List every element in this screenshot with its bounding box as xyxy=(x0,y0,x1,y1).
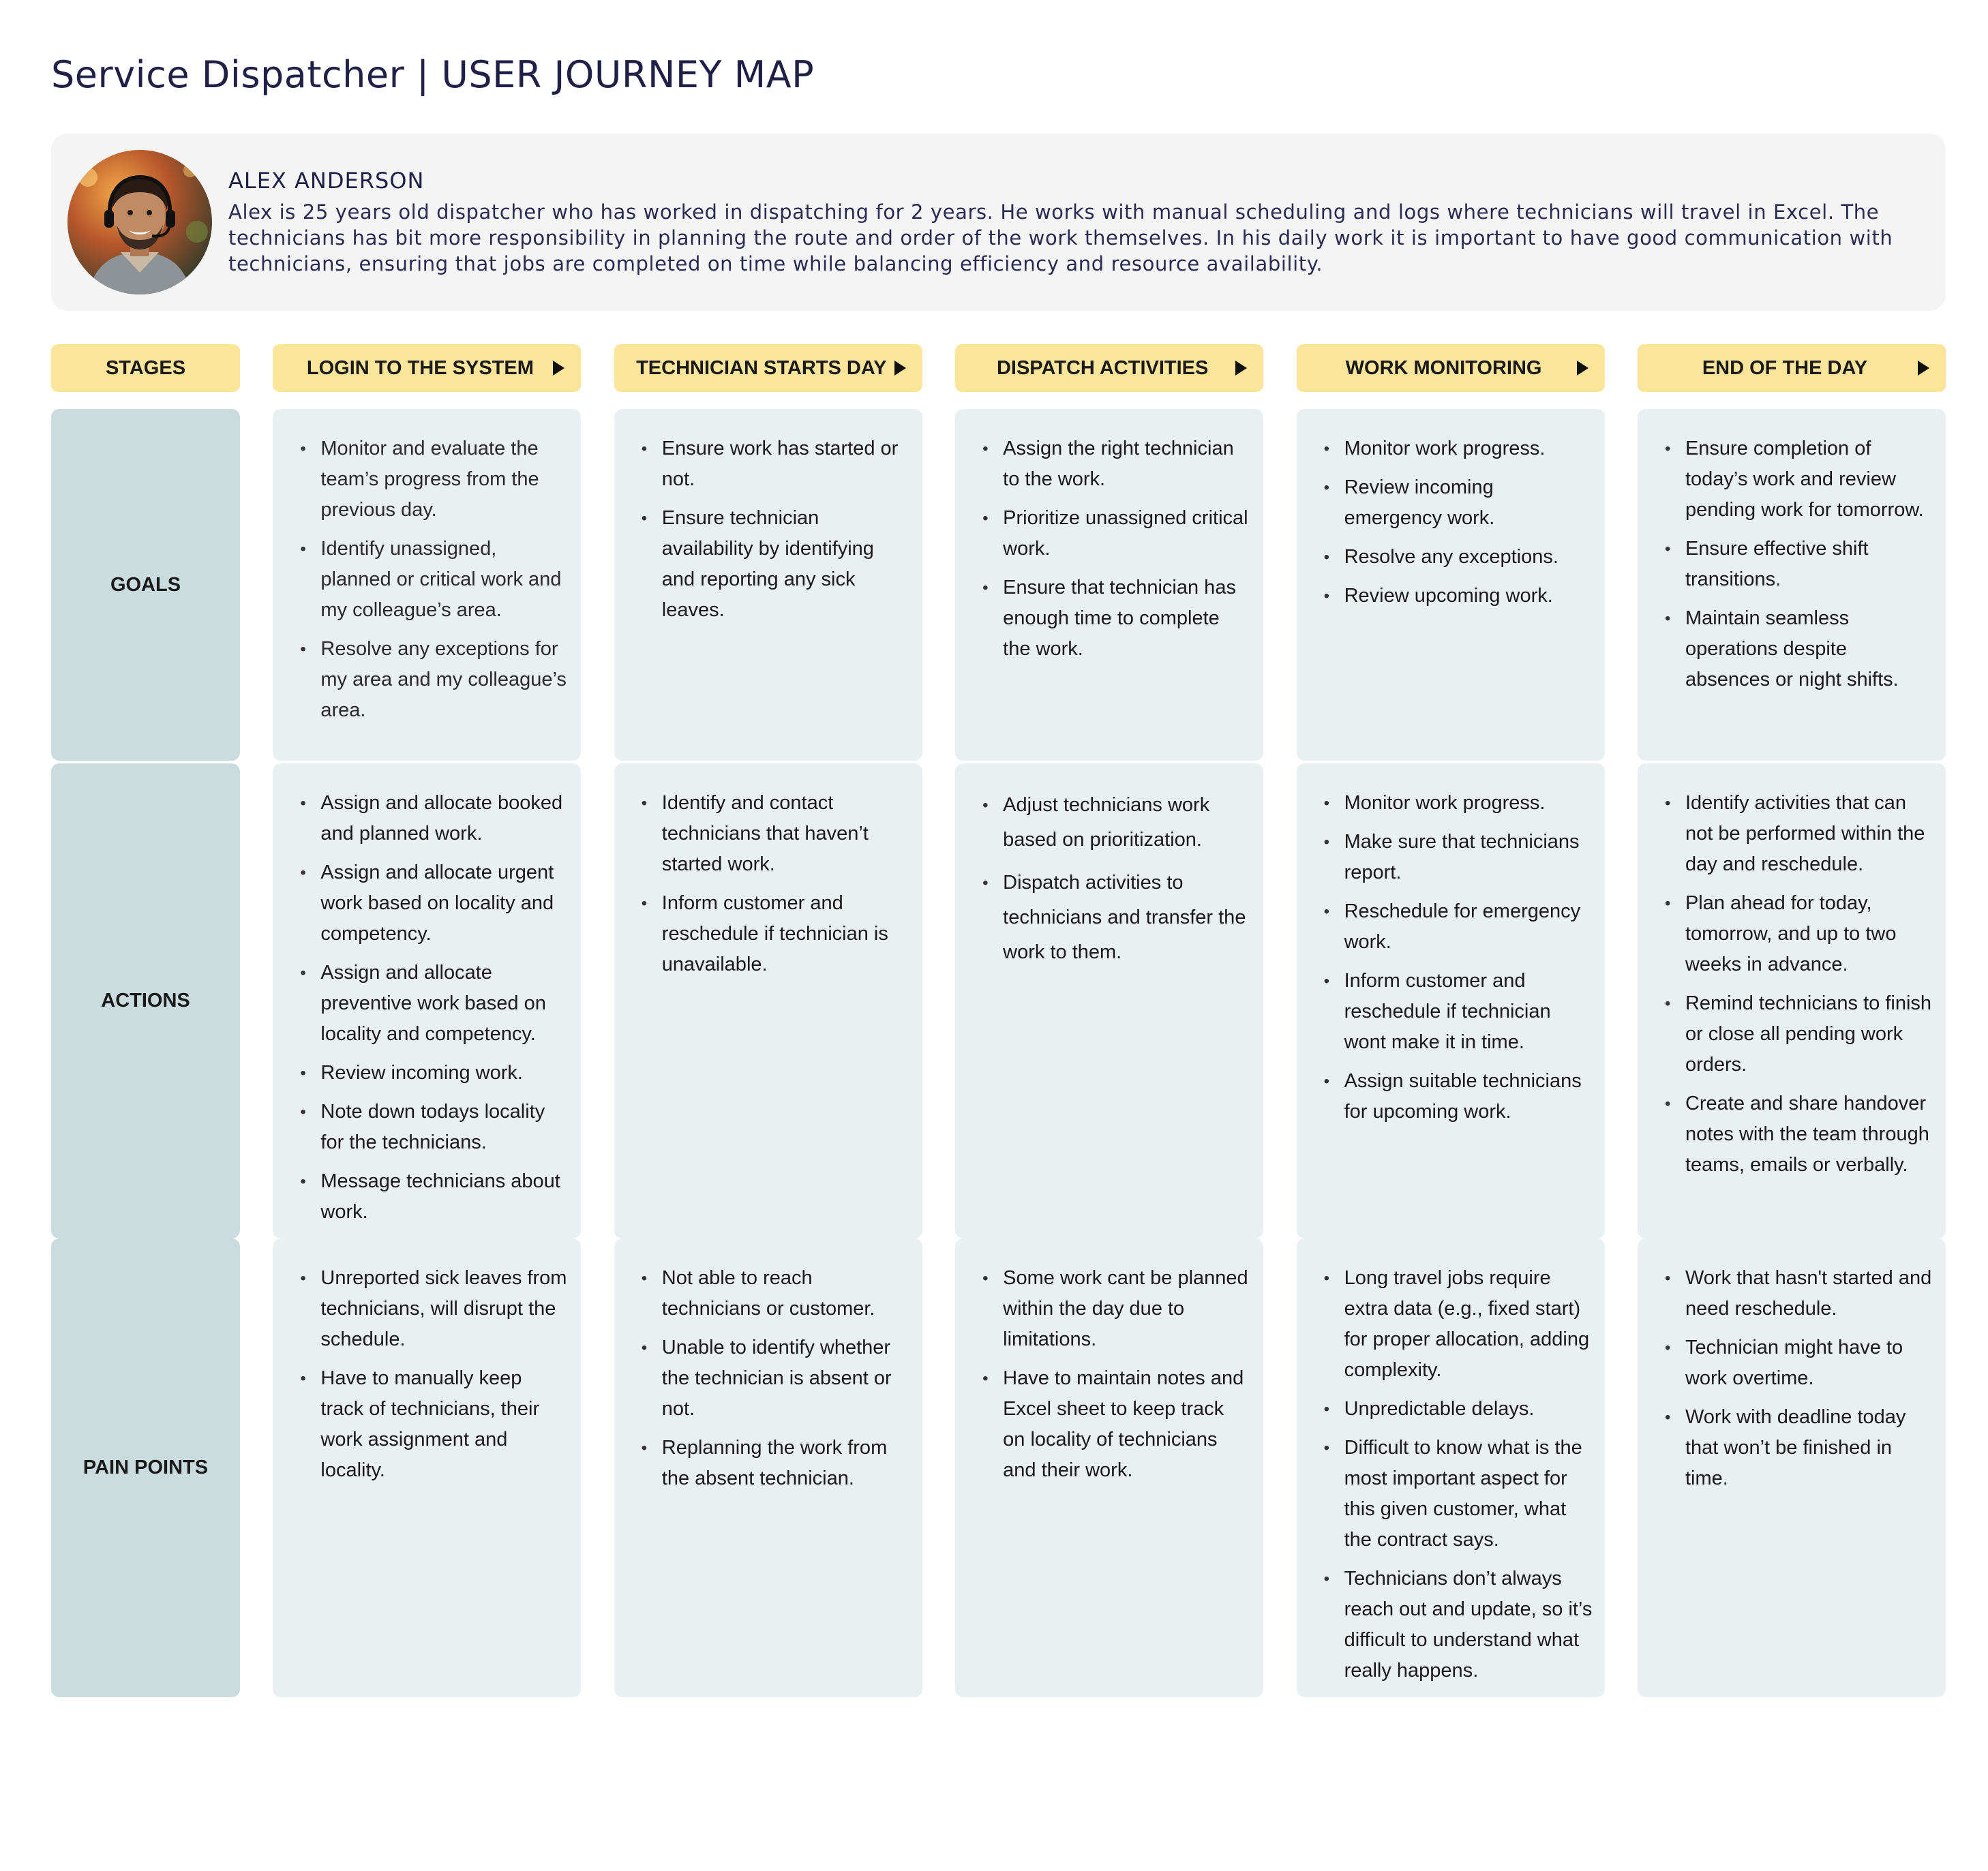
goals-cell xyxy=(1297,409,1605,761)
list-item: • Assign suitable technicians for upcoming work. xyxy=(1324,1066,1593,1127)
pain-points-cell xyxy=(614,1238,922,1697)
bullet-list xyxy=(982,1263,1251,1486)
list-item: • Assign and allocate urgent work based on locality and competency. xyxy=(300,857,569,949)
list-item: • Maintain seamless operations despite absences or night shifts. xyxy=(1665,603,1933,695)
list-item: • Some work cant be planned within the day due to limitations. xyxy=(982,1263,1251,1355)
stage-header-dispatch-activities xyxy=(955,344,1263,392)
list-item: • Assign the right technician to the work. xyxy=(982,433,1251,495)
list-item: • Create and share handover notes with the team through teams, emails or verbally. xyxy=(1665,1089,1933,1181)
list-item: • Review incoming emergency work. xyxy=(1324,472,1593,534)
stage-header-label: TECHNICIAN STARTS DAY xyxy=(636,356,887,379)
list-item: • Make sure that technicians report. xyxy=(1324,827,1593,888)
list-item: • Long travel jobs require extra data (e.g., fixed start) for proper allocation, adding complexity. xyxy=(1324,1263,1593,1386)
list-item: • Ensure effective shift transitions. xyxy=(1665,534,1933,595)
list-item: • Work with deadline today that won’t be finished in time. xyxy=(1665,1402,1933,1494)
list-item: • Reschedule for emergency work. xyxy=(1324,896,1593,958)
list-item: • Technicians don’t always reach out and update, so it’s difficult to understand what really happens. xyxy=(1324,1564,1593,1686)
list-item: • Ensure technician availability by identifying and reporting any sick leaves. xyxy=(642,503,910,626)
stages-header-label: STAGES xyxy=(105,356,186,379)
list-item: • Plan ahead for today, tomorrow, and up to two weeks in advance. xyxy=(1665,888,1933,980)
stage-header-label: LOGIN TO THE SYSTEM xyxy=(306,356,534,379)
list-item: • Identify and contact technicians that haven’t started work. xyxy=(642,788,910,880)
list-item: • Unable to identify whether the technician is absent or not. xyxy=(642,1333,910,1425)
list-item: • Monitor work progress. xyxy=(1324,433,1593,464)
row-label-actions: ACTIONS xyxy=(51,763,240,1238)
list-item: • Replanning the work from the absent technician. xyxy=(642,1433,910,1494)
list-item: • Review upcoming work. xyxy=(1324,581,1593,611)
list-item: • Message technicians about work. xyxy=(300,1166,569,1228)
actions-cell xyxy=(1297,763,1605,1238)
bullet-list xyxy=(642,433,910,626)
list-item: • Resolve any exceptions. xyxy=(1324,542,1593,573)
goals-cell xyxy=(614,409,922,761)
play-arrow-icon xyxy=(1577,361,1588,376)
list-item: • Identify unassigned, planned or critical work and my colleague’s area. xyxy=(300,534,569,626)
stage-header-label: WORK MONITORING xyxy=(1345,356,1542,379)
stages-header xyxy=(51,344,240,392)
list-item: • Identify activities that can not be performed within the day and reschedule. xyxy=(1665,788,1933,880)
play-arrow-icon xyxy=(894,361,906,376)
goals-cell xyxy=(955,409,1263,761)
list-item: • Assign and allocate preventive work based on locality and competency. xyxy=(300,958,569,1050)
play-arrow-icon xyxy=(1918,361,1929,376)
bullet-list xyxy=(1665,433,1933,695)
list-item: • Ensure completion of today’s work and review pending work for tomorrow. xyxy=(1665,433,1933,526)
actions-cell xyxy=(1638,763,1946,1238)
bullet-list xyxy=(1665,1263,1933,1494)
row-label-goals: GOALS xyxy=(51,409,240,761)
avatar-photo-icon xyxy=(67,150,212,294)
bullet-list xyxy=(300,1263,569,1486)
play-arrow-icon xyxy=(553,361,564,376)
list-item: • Ensure that technician has enough time to complete the work. xyxy=(982,573,1251,665)
actions-cell xyxy=(273,763,581,1238)
bullet-list xyxy=(1665,788,1933,1181)
persona-name: ALEX ANDERSON xyxy=(228,168,425,194)
pain-points-cell xyxy=(955,1238,1263,1697)
bullet-list xyxy=(642,788,910,980)
page-title: Service Dispatcher | USER JOURNEY MAP xyxy=(51,53,815,96)
stage-header-login xyxy=(273,344,581,392)
list-item: • Ensure work has started or not. xyxy=(642,433,910,495)
play-arrow-icon xyxy=(1235,361,1247,376)
bullet-list xyxy=(1324,433,1593,611)
list-item: • Have to maintain notes and Excel sheet to keep track on locality of technicians and their work. xyxy=(982,1363,1251,1486)
persona-description: Alex is 25 years old dispatcher who has worked in dispatching for 2 years. He works with manual scheduling and logs where technicians will travel in Excel. The technicians has bit more responsibility in planning the route and order of the work themselves. In his daily work it is important to have good communication with technicians, ensuring that jobs are completed on time while balancing efficiency and resource availability. xyxy=(228,200,1893,275)
bullet-list xyxy=(642,1263,910,1494)
list-item: • Dispatch activities to technicians and transfer the work to them. xyxy=(982,866,1251,970)
list-item: • Unreported sick leaves from technicians, will disrupt the schedule. xyxy=(300,1263,569,1355)
bullet-list xyxy=(300,433,569,726)
stage-header-end-of-day xyxy=(1638,344,1946,392)
pain-points-cell xyxy=(1297,1238,1605,1697)
list-item: • Prioritize unassigned critical work. xyxy=(982,503,1251,564)
actions-cell xyxy=(955,763,1263,1238)
pain-points-cell xyxy=(273,1238,581,1697)
stage-header-label: DISPATCH ACTIVITIES xyxy=(996,356,1209,379)
list-item: • Unpredictable delays. xyxy=(1324,1394,1593,1425)
pain-points-cell xyxy=(1638,1238,1946,1697)
bullet-list xyxy=(1324,1263,1593,1686)
goals-cell xyxy=(273,409,581,761)
list-item: • Technician might have to work overtime. xyxy=(1665,1333,1933,1394)
stage-header-work-monitoring xyxy=(1297,344,1605,392)
persona-card xyxy=(51,134,1946,311)
list-item: • Work that hasn't started and need reschedule. xyxy=(1665,1263,1933,1324)
list-item: • Remind technicians to finish or close all pending work orders. xyxy=(1665,988,1933,1080)
row-label-pain-points: PAIN POINTS xyxy=(51,1238,240,1697)
goals-cell xyxy=(1638,409,1946,761)
bullet-list xyxy=(982,433,1251,665)
list-item: • Review incoming work. xyxy=(300,1058,569,1089)
stage-header-technician-starts-day xyxy=(614,344,922,392)
list-item: • Note down todays locality for the technicians. xyxy=(300,1097,569,1158)
list-item: • Assign and allocate booked and planned work. xyxy=(300,788,569,849)
bullet-list xyxy=(300,788,569,1228)
stage-header-label: END OF THE DAY xyxy=(1702,356,1868,379)
journey-grid xyxy=(51,344,1946,1680)
list-item: • Adjust technicians work based on prioritization. xyxy=(982,788,1251,857)
list-item: • Inform customer and reschedule if technician wont make it in time. xyxy=(1324,966,1593,1058)
avatar xyxy=(67,150,212,294)
bullet-list xyxy=(1324,788,1593,1127)
list-item: • Difficult to know what is the most important aspect for this given customer, what the contract says. xyxy=(1324,1433,1593,1555)
list-item: • Monitor and evaluate the team’s progress from the previous day. xyxy=(300,433,569,526)
list-item: • Inform customer and reschedule if technician is unavailable. xyxy=(642,888,910,980)
list-item: • Have to manually keep track of technicians, their work assignment and locality. xyxy=(300,1363,569,1486)
list-item: • Monitor work progress. xyxy=(1324,788,1593,819)
actions-cell xyxy=(614,763,922,1238)
list-item: • Not able to reach technicians or customer. xyxy=(642,1263,910,1324)
bullet-list xyxy=(982,788,1251,970)
list-item: • Resolve any exceptions for my area and my colleague’s area. xyxy=(300,634,569,726)
